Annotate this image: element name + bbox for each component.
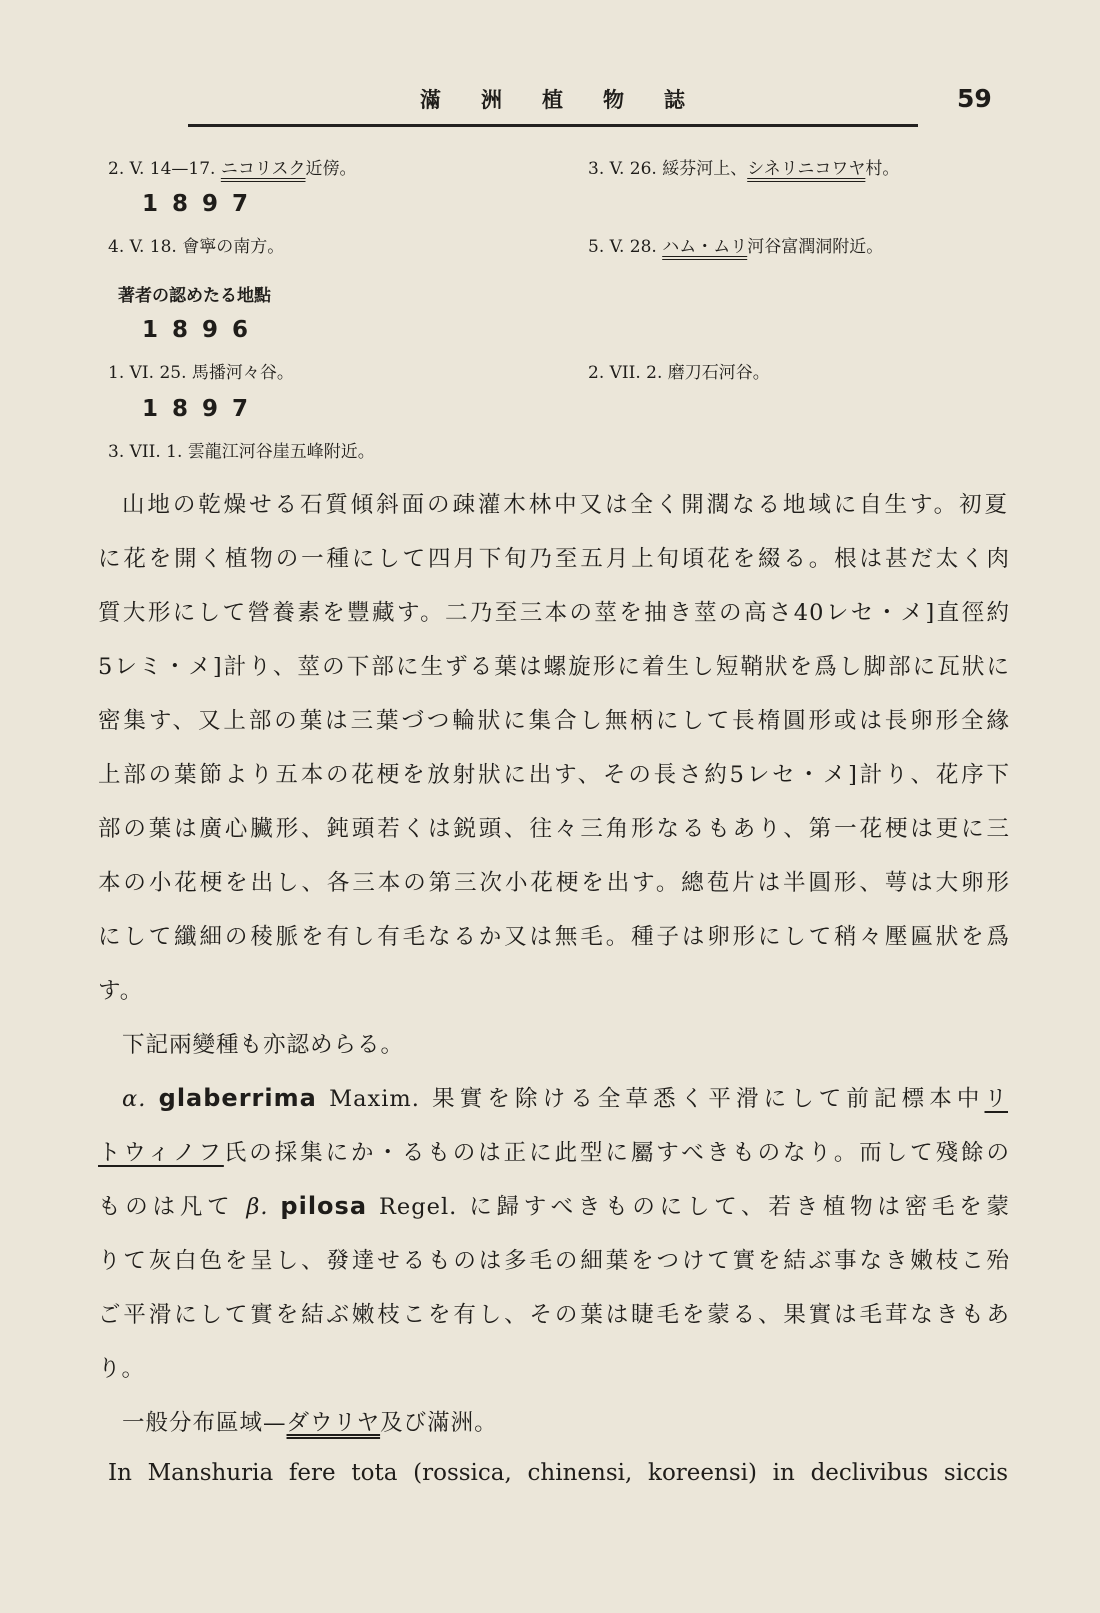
section-subheading: 著者の認めたる地點 xyxy=(118,286,271,306)
body-line: り。 xyxy=(98,1356,146,1382)
record-2-right: 2. VII. 2. 磨刀石河谷。 xyxy=(588,363,770,383)
species-name: pilosa xyxy=(280,1192,368,1220)
record-5-right: 5. V. 28. ハム・ムリ河谷富潤洞附近。 xyxy=(588,237,884,257)
body-line: ご平滑にして實を結ぶ嫩枝こを有し、その葉は睫毛を蒙る、果實は毛茸なきもあ xyxy=(98,1302,1010,1328)
body-line: 山地の乾燥せる石質傾斜面の疎灌木林中又は全く開濶なる地域に自生す。初夏 xyxy=(122,492,1008,518)
body-line: 密集す、又上部の葉は三葉づつ輪狀に集合し無柄にして長楕圓形或は長卵形全緣 xyxy=(98,708,1010,734)
body-line: トウィノフ氏の採集にか・るものは正に此型に屬すべきものなり。而して殘餘の xyxy=(98,1140,1010,1166)
body-line: 部の葉は廣心臟形、鈍頭若くは鋭頭、往々三角形なるもあり、第一花梗は更に三 xyxy=(98,816,1010,842)
record-2-1896-left: 2. V. 14—17. ニコリスク近傍。 xyxy=(108,159,357,179)
species-name: glaberrima xyxy=(158,1084,317,1112)
body-line: 質大形にして營養素を豐藏す。二乃至三本の莖を抽き莖の高さ40レセ・メ]直徑約 xyxy=(98,600,1010,626)
distribution-line: 一般分布區域—ダウリヤ及び滿洲。 xyxy=(122,1410,498,1436)
year-heading: 1897 xyxy=(142,191,263,217)
variety-alpha-line: α. glaberrima Maxim. 果實を除ける全草悉く平滑にして前記標本中リ xyxy=(122,1084,1009,1112)
record-3-right: 3. V. 26. 綏芬河上、シネリニコワヤ村。 xyxy=(588,159,900,179)
year-heading: 1896 xyxy=(142,317,263,343)
page-number: 59 xyxy=(957,84,992,113)
body-line: にして纖細の稜脈を有し有毛なるか又は無毛。種子は卵形にして稍々壓匾狀を爲 xyxy=(98,924,1010,950)
latin-description: In Manshuria fere tota (rossica, chinensi, koreensi) in declivibus siccis xyxy=(108,1460,1008,1486)
running-head-title: 滿洲植物誌 xyxy=(420,87,725,112)
variety-beta-line: ものは凡て β. pilosa Regel. に歸すべきものにして、若き植物は密毛を蒙 xyxy=(98,1192,1011,1220)
body-line: す。 xyxy=(98,978,144,1004)
header-rule xyxy=(188,124,918,127)
body-line: 5レミ・メ]計り、莖の下部に生ずる葉は螺旋形に着生し短鞘狀を爲し脚部に瓦狀に xyxy=(98,654,1010,680)
body-line: りて灰白色を呈し、發達せるものは多毛の細葉をつけて實を結ぶ事なき嫩枝こ殆 xyxy=(98,1248,1010,1274)
body-line: 上部の葉節より五本の花梗を放射狀に出す、その長さ約5レセ・メ]計り、花序下 xyxy=(98,762,1010,788)
body-line: 本の小花梗を出し、各三本の第三次小花梗を出す。總苞片は半圓形、萼は大卵形 xyxy=(98,870,1010,896)
record-4-left: 4. V. 18. 會寧の南方。 xyxy=(108,237,285,257)
record-1-left: 1. VI. 25. 馬播河々谷。 xyxy=(108,363,294,383)
record-3-left: 3. VII. 1. 雲龍江河谷崖五峰附近。 xyxy=(108,442,375,462)
body-line: に花を開く植物の一種にして四月下旬乃至五月上旬頃花を綴る。根は甚だ太く肉 xyxy=(98,546,1010,572)
year-heading: 1897 xyxy=(142,396,263,422)
body-line: 下記兩變種も亦認めらる。 xyxy=(122,1032,405,1058)
